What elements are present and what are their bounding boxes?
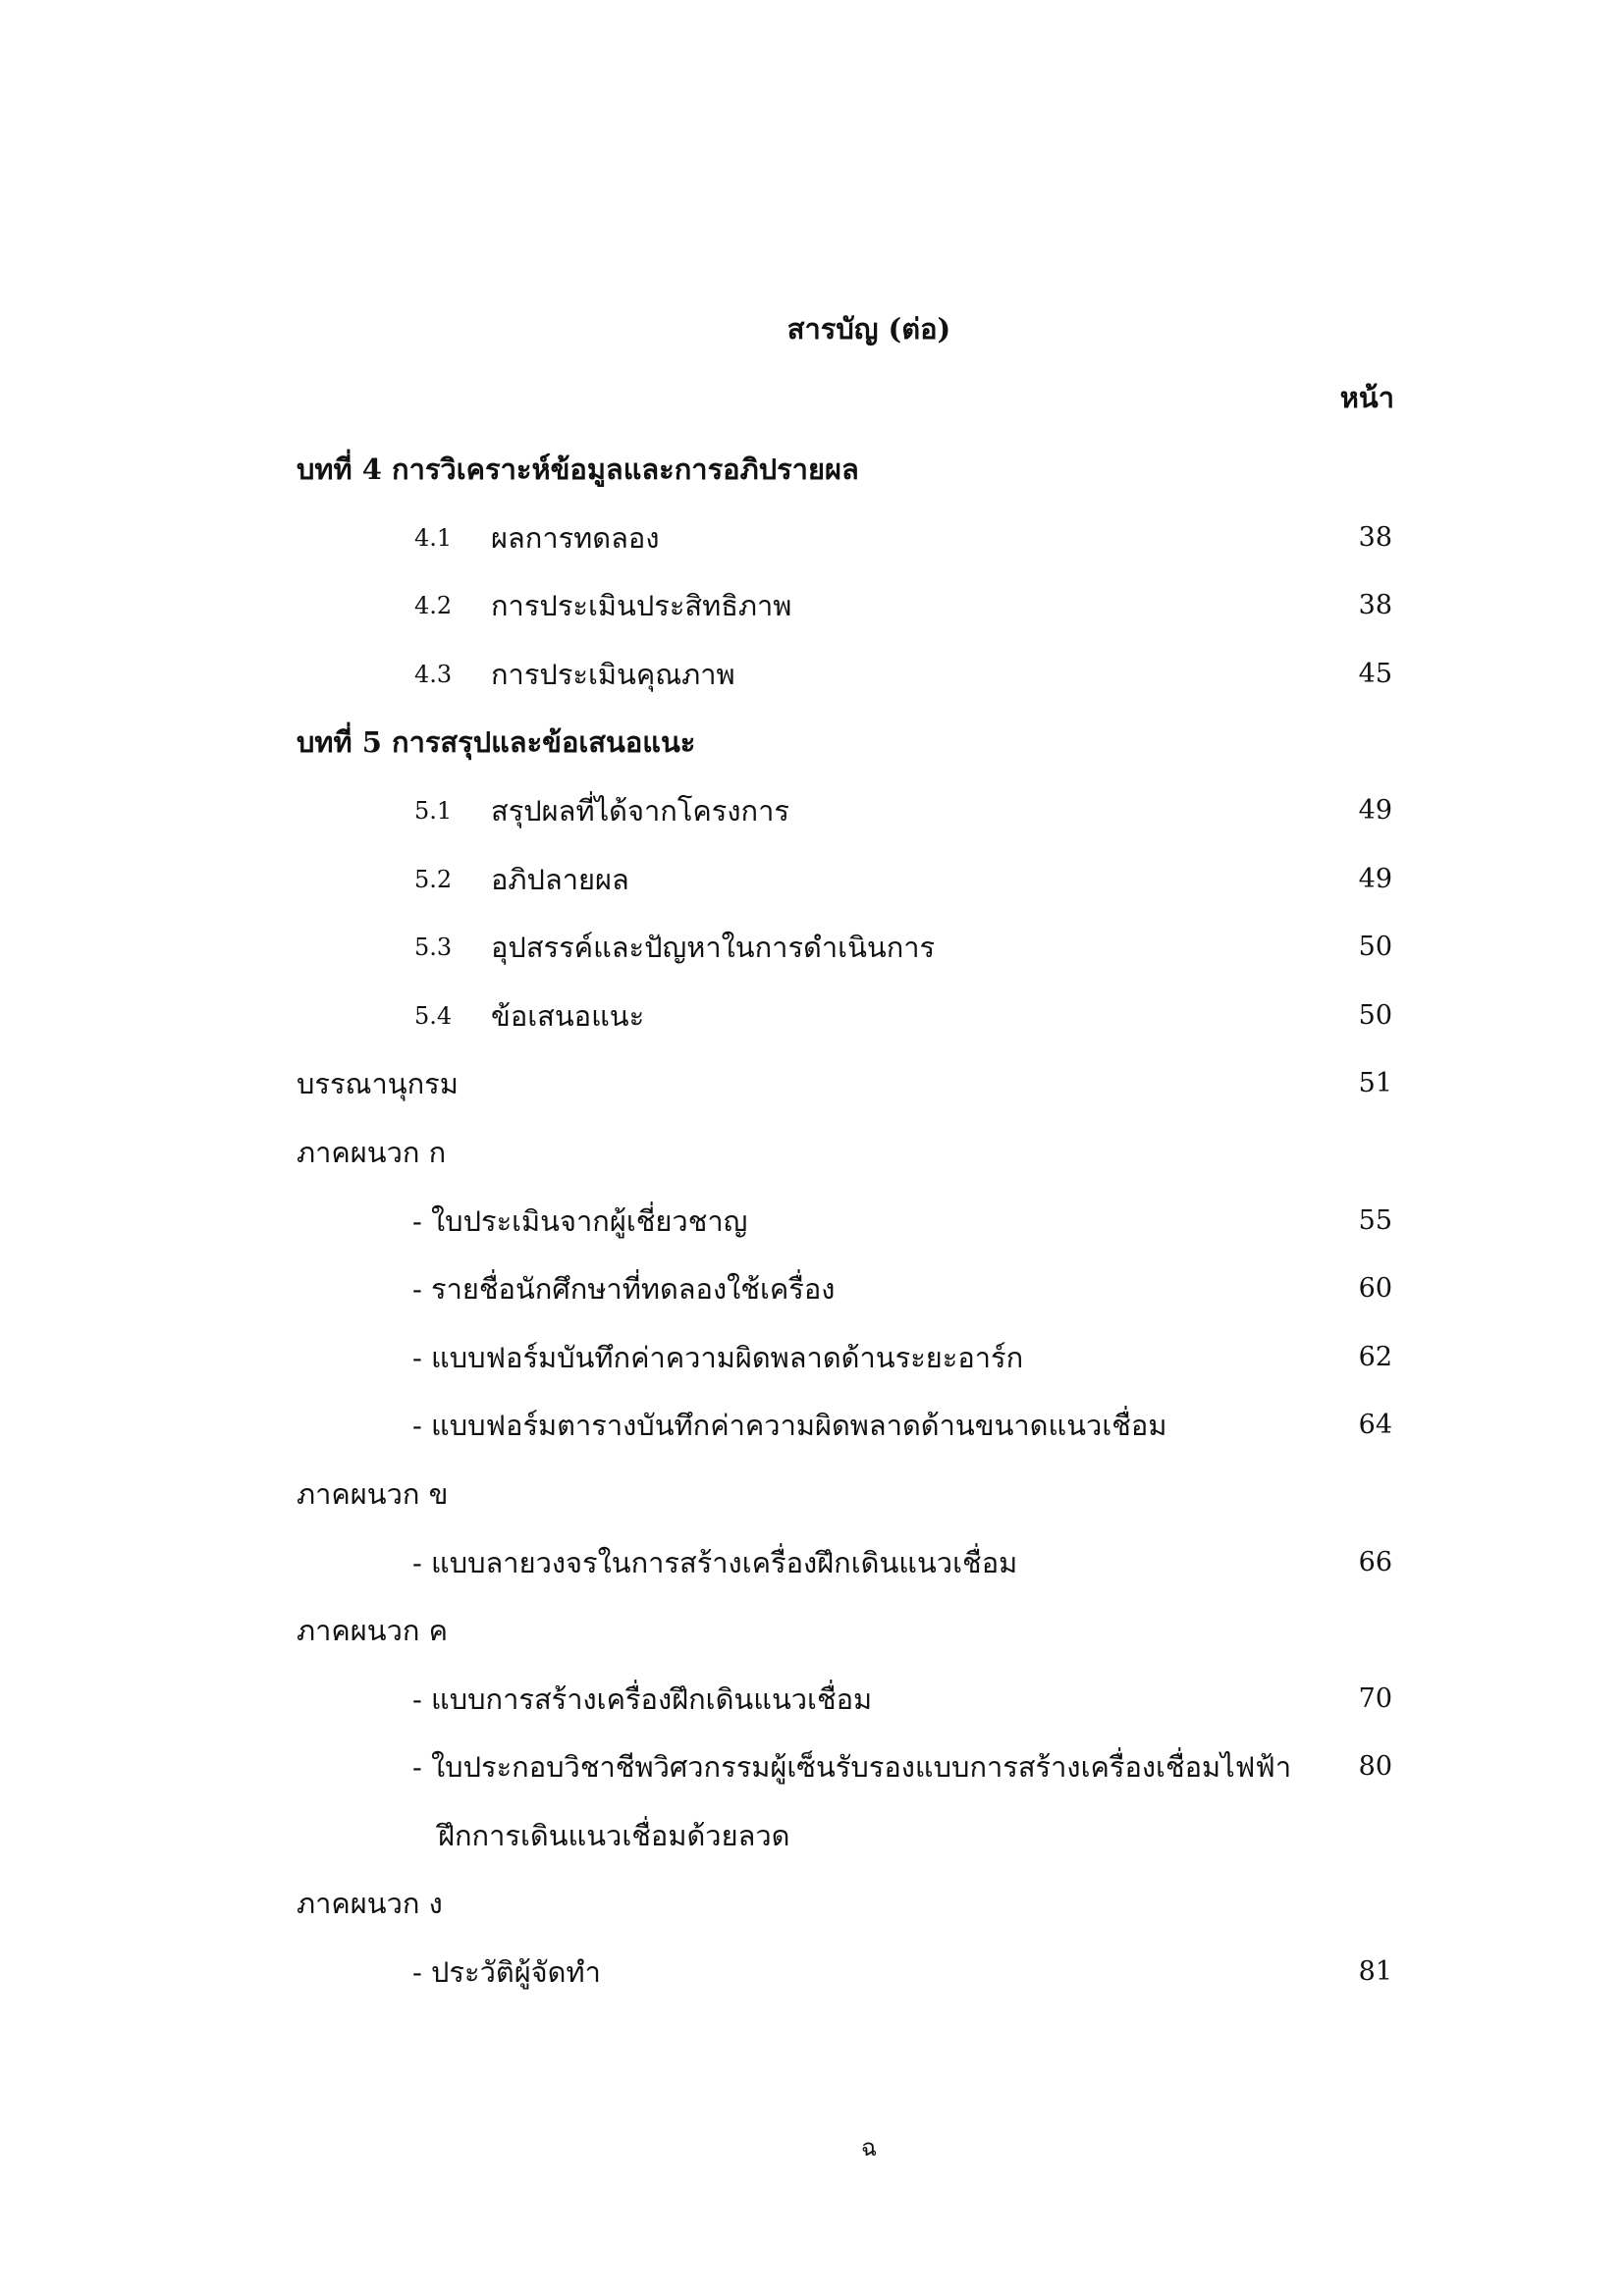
toc-entry bbox=[0, 1670, 1624, 1738]
toc-page-number: 66 bbox=[1358, 1546, 1392, 1577]
toc-entry-label: บทที่ 4 การวิเคราะห์ข้อมูลและการอภิปรายผล bbox=[297, 453, 859, 486]
page-title: สารบัญ (ต่อ) bbox=[786, 312, 951, 346]
toc-entry-label: - ใบประกอบวิชาชีพวิศวกรรมผู้เซ็นรับรองแบบการสร้างเครื่องเชื่อมไฟฟ้า bbox=[412, 1750, 1292, 1785]
toc-entry-label: ภาคผนวก ก bbox=[297, 1135, 447, 1169]
toc-section-number: 4.1 bbox=[414, 523, 453, 552]
toc-entry bbox=[0, 1123, 1624, 1192]
toc-entry bbox=[0, 713, 1624, 781]
toc-entry-label: ภาคผนวก ข bbox=[297, 1476, 449, 1511]
toc-section-number: 5.3 bbox=[414, 934, 453, 962]
toc-page-number: 45 bbox=[1358, 658, 1392, 689]
toc-page-number: 62 bbox=[1358, 1341, 1392, 1372]
toc-page-number: 80 bbox=[1358, 1751, 1392, 1783]
toc-page-number: 38 bbox=[1358, 590, 1392, 621]
page-number-footer: ฉ bbox=[860, 2134, 878, 2162]
toc-entry-label: - ประวัติผู้จัดทำ bbox=[412, 1955, 601, 1990]
toc-section-number: 5.2 bbox=[414, 865, 453, 893]
table-of-contents bbox=[0, 440, 1624, 2011]
toc-page-number: 38 bbox=[1358, 521, 1392, 553]
toc-entry bbox=[0, 645, 1624, 714]
toc-entry bbox=[0, 1192, 1624, 1260]
toc-page-number: 49 bbox=[1358, 794, 1392, 826]
toc-section-number: 4.2 bbox=[414, 592, 453, 620]
toc-entry bbox=[0, 440, 1624, 508]
toc-entry-label: สรุปผลที่ได้จากโครงการ bbox=[491, 793, 789, 828]
toc-page-number: 81 bbox=[1358, 1956, 1392, 1988]
toc-entry-label: การประเมินคุณภาพ bbox=[491, 657, 735, 691]
toc-entry-label: - แบบลายวงจรในการสร้างเครื่องฝึกเดินแนวเชื่อม bbox=[412, 1545, 1018, 1579]
toc-entry bbox=[0, 508, 1624, 577]
toc-entry-label: ข้อเสนอแนะ bbox=[491, 998, 645, 1033]
toc-entry bbox=[0, 1533, 1624, 1602]
toc-section-number: 4.3 bbox=[414, 660, 453, 688]
toc-entry bbox=[0, 1806, 1624, 1875]
toc-page-number: 55 bbox=[1358, 1204, 1392, 1236]
toc-entry-label: ภาคผนวก ค bbox=[297, 1614, 449, 1648]
toc-entry bbox=[0, 1874, 1624, 1943]
toc-entry bbox=[0, 1737, 1624, 1806]
toc-entry-label: ผลการทดลอง bbox=[491, 520, 660, 555]
toc-section-number: 5.1 bbox=[414, 796, 453, 825]
toc-entry bbox=[0, 987, 1624, 1055]
toc-entry bbox=[0, 1943, 1624, 2011]
toc-entry bbox=[0, 1328, 1624, 1397]
toc-entry bbox=[0, 850, 1624, 919]
toc-entry bbox=[0, 1601, 1624, 1670]
toc-entry-label: บทที่ 5 การสรุปและข้อเสนอแนะ bbox=[297, 725, 696, 760]
toc-entry bbox=[0, 1465, 1624, 1533]
toc-entry-label: - รายชื่อนักศึกษาที่ทดลองใช้เครื่อง bbox=[412, 1272, 836, 1307]
toc-entry-label: - ใบประเมินจากผู้เชี่ยวชาญ bbox=[412, 1203, 748, 1238]
toc-entry-label: - แบบฟอร์มตารางบันทึกค่าความผิดพลาดด้านขนาดแนวเชื่อม bbox=[412, 1409, 1167, 1443]
toc-entry-label: - แบบฟอร์มบันทึกค่าความผิดพลาดด้านระยะอาร์ก bbox=[412, 1340, 1024, 1374]
toc-entry bbox=[0, 576, 1624, 645]
toc-entry bbox=[0, 1259, 1624, 1328]
toc-page-number: 50 bbox=[1358, 932, 1392, 963]
page-column-header: หน้า bbox=[1339, 381, 1394, 414]
toc-entry-label: - แบบการสร้างเครื่องฝึกเดินแนวเชื่อม bbox=[412, 1682, 873, 1716]
toc-page-number: 49 bbox=[1358, 863, 1392, 894]
toc-section-number: 5.4 bbox=[414, 1001, 453, 1030]
toc-entry bbox=[0, 1054, 1624, 1123]
toc-entry-label: ภาคผนวก ง bbox=[297, 1887, 443, 1921]
toc-entry-label: บรรณานุกรม bbox=[297, 1067, 459, 1101]
toc-page-number: 51 bbox=[1358, 1068, 1392, 1099]
toc-page-number: 70 bbox=[1358, 1682, 1392, 1714]
toc-page-number: 50 bbox=[1358, 999, 1392, 1031]
toc-page-number: 64 bbox=[1358, 1410, 1392, 1441]
toc-entry-label: การประเมินประสิทธิภาพ bbox=[491, 589, 792, 623]
toc-entry bbox=[0, 1396, 1624, 1465]
toc-entry-label: อภิปลายผล bbox=[491, 862, 629, 896]
toc-entry bbox=[0, 918, 1624, 987]
toc-page-number: 60 bbox=[1358, 1273, 1392, 1305]
toc-entry-label: ฝึกการเดินแนวเชื่อมด้วยลวด bbox=[438, 1818, 790, 1852]
toc-entry-label: อุปสรรค์และปัญหาในการดำเนินการ bbox=[491, 931, 936, 965]
toc-entry bbox=[0, 781, 1624, 850]
